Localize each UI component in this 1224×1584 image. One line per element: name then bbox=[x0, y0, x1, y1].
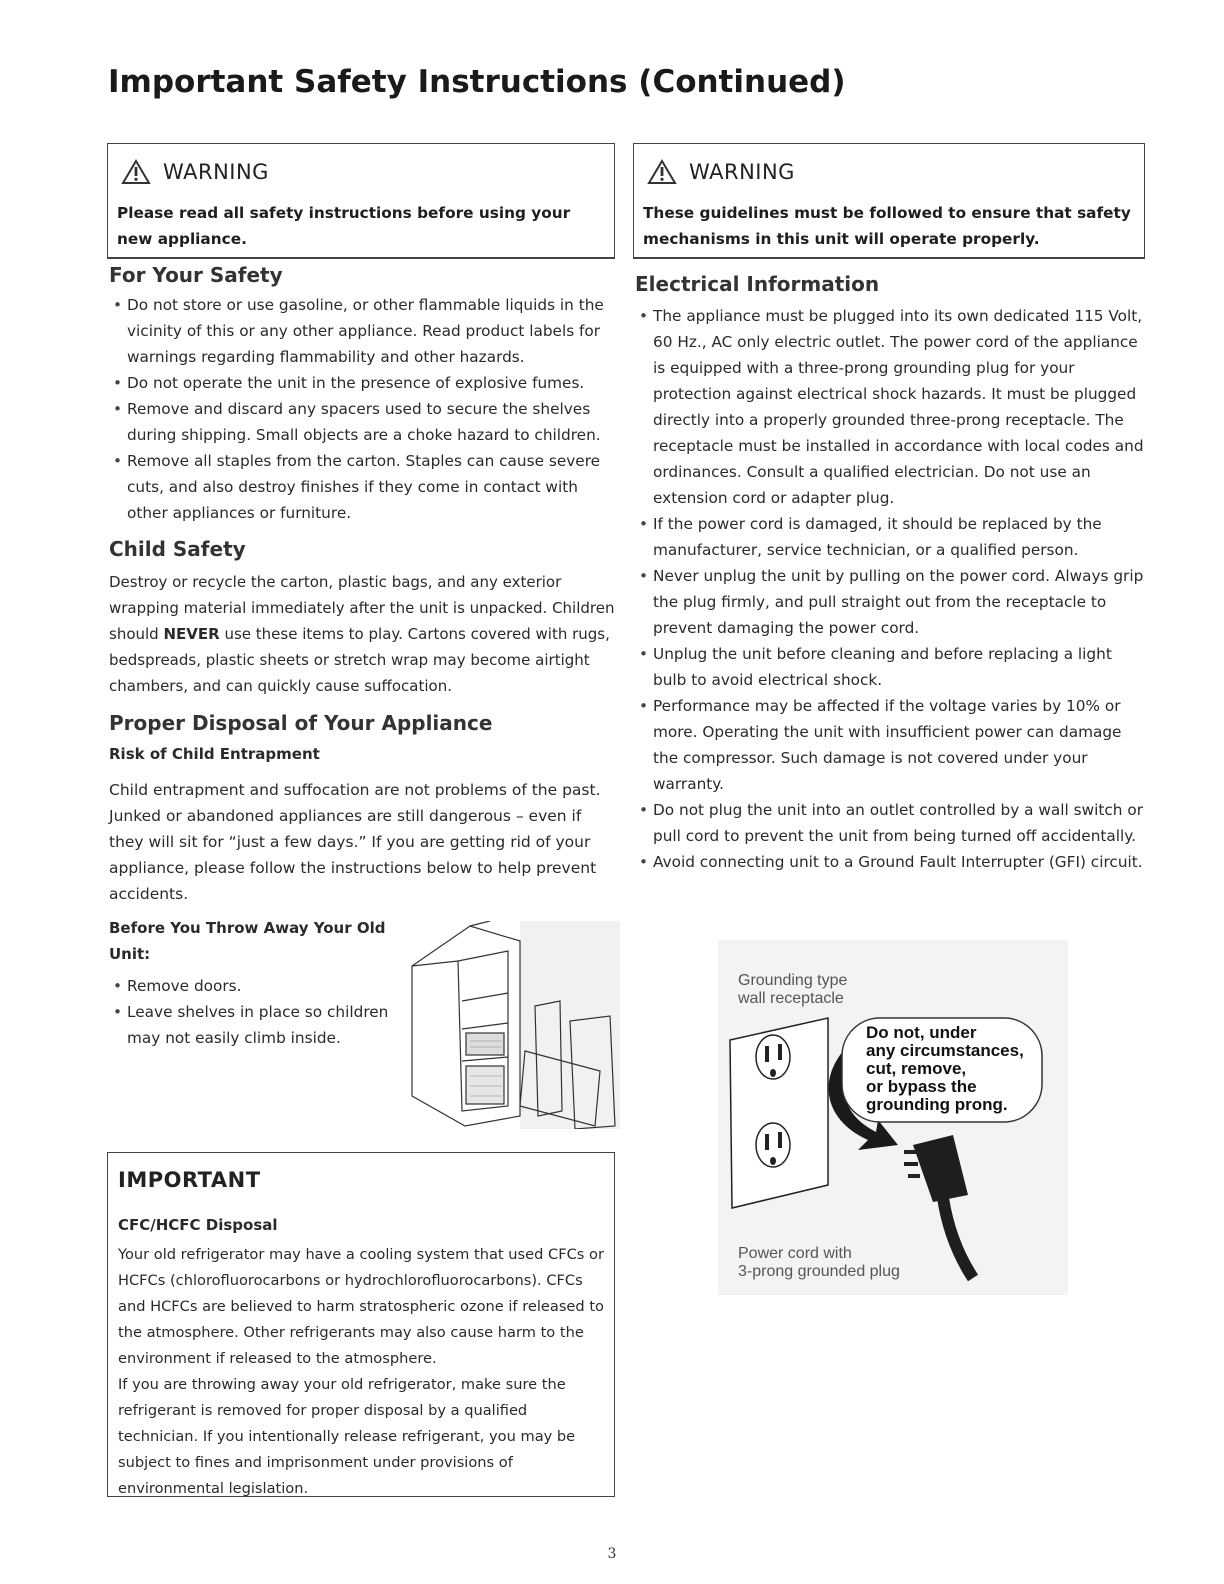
list-item: • Do not plug the unit into an outlet controlled by a wall switch or pull cord to prevent the unit from being turned off accidentally. bbox=[635, 797, 1145, 849]
important-title: IMPORTANT bbox=[118, 1168, 261, 1192]
section-title-disposal: Proper Disposal of Your Appliance bbox=[109, 711, 493, 735]
cord-label-line-2: 3-prong grounded plug bbox=[738, 1263, 900, 1280]
section-title-child-safety: Child Safety bbox=[109, 537, 246, 561]
cord-label-line-1: Power cord with bbox=[738, 1245, 852, 1262]
receptacle-label-line-1: Grounding type bbox=[738, 972, 848, 989]
important-box bbox=[107, 1152, 615, 1497]
list-item: • Do not operate the unit in the presence of explosive fumes. bbox=[109, 370, 615, 396]
grounding-outlet-illustration bbox=[718, 940, 1068, 1295]
before-throw-away bbox=[109, 915, 399, 1051]
list-item: • Do not store or use gasoline, or other flammable liquids in the vicinity of this or any other appliance. Read product labels for warnings regarding flammability and other hazards. bbox=[109, 292, 615, 370]
warning-label: WARNING bbox=[163, 160, 269, 184]
electrical-list bbox=[635, 303, 1145, 875]
section-title-for-your-safety: For Your Safety bbox=[109, 263, 283, 287]
list-item: • Never unplug the unit by pulling on the power cord. Always grip the plug firmly, and pull straight out from the receptacle to prevent damaging the power cord. bbox=[635, 563, 1145, 641]
warning-header bbox=[643, 144, 1136, 200]
child-safety-text-start: Destroy or recycle the carton, plastic bags, and any exterior wrapping material immediately after the unit is unpacked. Children should bbox=[109, 573, 615, 643]
list-item: • Remove all staples from the carton. Staples can cause severe cuts, and also destroy finishes if they come in contact with other appliances or furniture. bbox=[109, 448, 615, 526]
list-item: • The appliance must be plugged into its own dedicated 115 Volt, 60 Hz., AC only electric outlet. The power cord of the appliance is equipped with a three-prong grounding plug for your protection against electrical shock hazards. It must be plugged directly into a properly grounded three-prong receptacle. The receptacle must be installed in accordance with local codes and ordinances. Consult a qualified electrician. Do not use an extension cord or adapter plug. bbox=[635, 303, 1145, 511]
list-item: • Remove doors. bbox=[109, 973, 399, 999]
list-item: • Unplug the unit before cleaning and before replacing a light bulb to avoid electrical shock. bbox=[635, 641, 1145, 693]
important-subtitle: CFC/HCFC Disposal bbox=[118, 1216, 278, 1234]
callout-line-1: Do not, under bbox=[866, 1023, 977, 1042]
important-paragraph-2: If you are throwing away your old refrigerator, make sure the refrigerant is removed for proper disposal by a qualified technician. If you intentionally release refrigerant, you may be subject to fines and imprisonment under provisions of environmental legislation. bbox=[118, 1376, 576, 1497]
warning-text: These guidelines must be followed to ensure that safety mechanisms in this unit will operate properly. bbox=[643, 204, 1131, 248]
receptacle-label-line-2: wall receptacle bbox=[738, 990, 844, 1007]
important-paragraph-1: Your old refrigerator may have a cooling system that used CFCs or HCFCs (chlorofluorocarbons or hydrochlorofluorocarbons). CFCs and HCFCs are believed to harm stratospheric ozone if released to the atmosphere. Other refrigerants may also cause harm to the environment if released to the atmosphere. bbox=[118, 1246, 604, 1367]
list-item: • Performance may be affected if the voltage varies by 10% or more. Operating the unit with insufficient power can damage the compressor. Such damage is not covered under your warranty. bbox=[635, 693, 1145, 797]
callout-line-3: cut, remove, bbox=[866, 1059, 967, 1078]
child-safety-text bbox=[109, 569, 615, 699]
list-item: • If the power cord is damaged, it should be replaced by the manufacturer, service technician, or a qualified person. bbox=[635, 511, 1145, 563]
child-safety-emphasis: NEVER bbox=[163, 625, 220, 643]
callout-line-4: or bypass the bbox=[866, 1077, 977, 1096]
page-title: Important Safety Instructions (Continued) bbox=[108, 64, 846, 100]
warning-triangle-icon bbox=[121, 159, 151, 185]
list-item: • Remove and discard any spacers used to secure the shelves during shipping. Small objects are a choke hazard to children. bbox=[109, 396, 615, 448]
page-number: 3 bbox=[607, 1546, 617, 1562]
child-safety-text-end: use these items to play. Cartons covered with rugs, bedspreads, plastic sheets or stretch wrap may become airtight chambers, and can quickly cause suffocation. bbox=[109, 625, 610, 695]
electrical-section bbox=[633, 270, 1145, 875]
for-your-safety-list bbox=[109, 292, 615, 526]
warning-text: Please read all safety instructions before using your new appliance. bbox=[117, 204, 571, 248]
child-safety-section bbox=[107, 535, 615, 699]
list-item: • Avoid connecting unit to a Ground Fault Interrupter (GFI) circuit. bbox=[635, 849, 1145, 875]
warning-box-right bbox=[633, 143, 1145, 259]
right-column bbox=[633, 143, 1145, 875]
refrigerator-illustration bbox=[410, 921, 620, 1129]
warning-box-left bbox=[107, 143, 615, 259]
wall-outlet-plate bbox=[730, 1018, 828, 1208]
callout-line-5: grounding prong. bbox=[866, 1095, 1008, 1114]
disposal-subtitle: Risk of Child Entrapment bbox=[109, 745, 320, 763]
disposal-text: Child entrapment and suffocation are not problems of the past. Junked or abandoned appliances are still dangerous – even if they will sit for “just a few days.” If you are getting rid of your appliance, please follow the instructions below to help prevent accidents. bbox=[109, 781, 601, 903]
section-title-electrical: Electrical Information bbox=[635, 272, 880, 296]
callout-line-2: any circumstances, bbox=[866, 1041, 1024, 1060]
for-your-safety-section bbox=[107, 261, 615, 526]
warning-header bbox=[117, 144, 606, 200]
warning-label: WARNING bbox=[689, 160, 795, 184]
before-throw-away-list bbox=[109, 973, 399, 1051]
before-throw-away-title: Before You Throw Away Your Old Unit: bbox=[109, 919, 386, 963]
warning-triangle-icon bbox=[647, 159, 677, 185]
left-column bbox=[107, 143, 615, 1051]
list-item: • Leave shelves in place so children may not easily climb inside. bbox=[109, 999, 399, 1051]
